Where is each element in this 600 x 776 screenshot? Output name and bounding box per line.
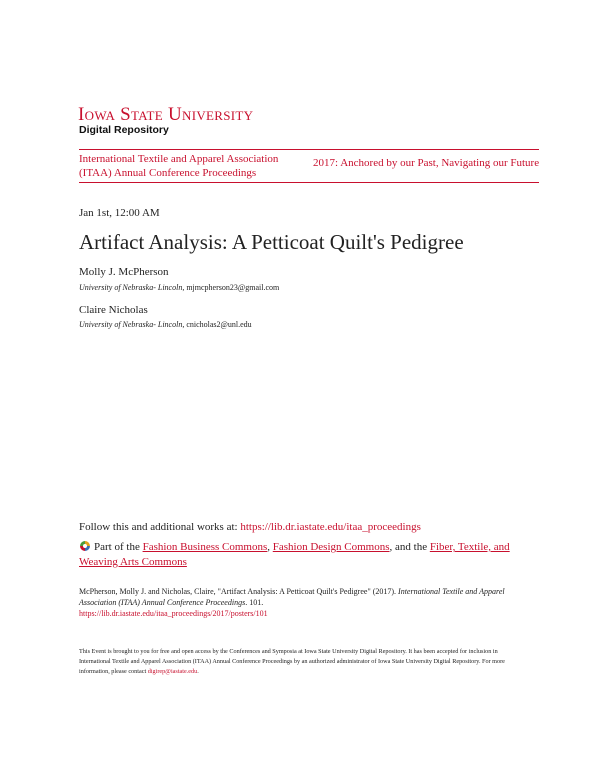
author-name: Claire Nicholas: [79, 304, 148, 316]
issue-link[interactable]: 2017: Anchored by our Past, Navigating our Future: [313, 157, 540, 169]
part-of-line: [79, 540, 529, 570]
part-of-prefix: Part of the: [94, 541, 143, 553]
commons-icon: [79, 540, 91, 552]
notice-end: .: [197, 668, 199, 675]
citation-text: McPherson, Molly J. and Nicholas, Claire, "Artifact Analysis: A Petticoat Quilt's Pedigree" (2017).: [79, 587, 399, 596]
citation-url-link[interactable]: https://lib.dr.iastate.edu/itaa_proceedings/2017/posters/101: [79, 609, 268, 618]
affiliation-institution: University of Nebraska- Lincoln: [79, 320, 183, 329]
citation-journal: International Textile and Apparel Association (ITAA) Annual Conference Proceedings: [79, 587, 505, 607]
contact-email-link[interactable]: digirep@iastate.edu: [147, 668, 198, 675]
author-affiliation: [79, 320, 252, 329]
recommended-citation: [79, 586, 519, 619]
paper-title: Artifact Analysis: A Petticoat Quilt's Pedigree: [79, 230, 464, 254]
series-link[interactable]: International Textile and Apparel Association (ITAA) Annual Conference Proceedings: [79, 153, 279, 179]
fashion-business-commons-link[interactable]: Fashion Business Commons: [142, 541, 268, 553]
open-access-notice: [79, 647, 529, 677]
event-date: Jan 1st, 12:00 AM: [79, 207, 160, 219]
link-bar-top-rule: [79, 149, 539, 150]
follow-line: [79, 521, 421, 533]
author-affiliation: [79, 283, 279, 292]
separator: ,: [267, 541, 273, 553]
logo-wordmark: Iowa State University: [78, 104, 254, 125]
fashion-design-commons-link[interactable]: Fashion Design Commons: [272, 541, 390, 553]
author-email: , mjmcpherson23@gmail.com: [182, 283, 280, 292]
follow-link[interactable]: https://lib.dr.iastate.edu/itaa_proceedings: [240, 521, 421, 533]
author-email: , cnicholas2@unl.edu: [182, 320, 252, 329]
follow-prefix: Follow this and additional works at:: [79, 521, 241, 533]
citation-number: . 101.: [245, 598, 264, 607]
affiliation-institution: University of Nebraska- Lincoln: [79, 283, 183, 292]
logo-subtitle: Digital Repository: [79, 124, 169, 136]
link-bar-bottom-rule: [79, 182, 539, 183]
notice-text: This Event is brought to you for free and open access by the Conferences and Symposia at Iowa State University Digital Repository. It has been accepted for inclusion in International Textile and Apparel Association (ITAA) Annual Conference Proceedings by an authorized administrator of Iowa State University Digital Repository. For more information, please contact: [79, 648, 505, 675]
fiber-textile-weaving-commons-link[interactable]: Fiber, Textile, and Weaving Arts Commons: [79, 541, 510, 568]
author-name: Molly J. McPherson: [79, 266, 169, 278]
separator: , and the: [389, 541, 430, 553]
